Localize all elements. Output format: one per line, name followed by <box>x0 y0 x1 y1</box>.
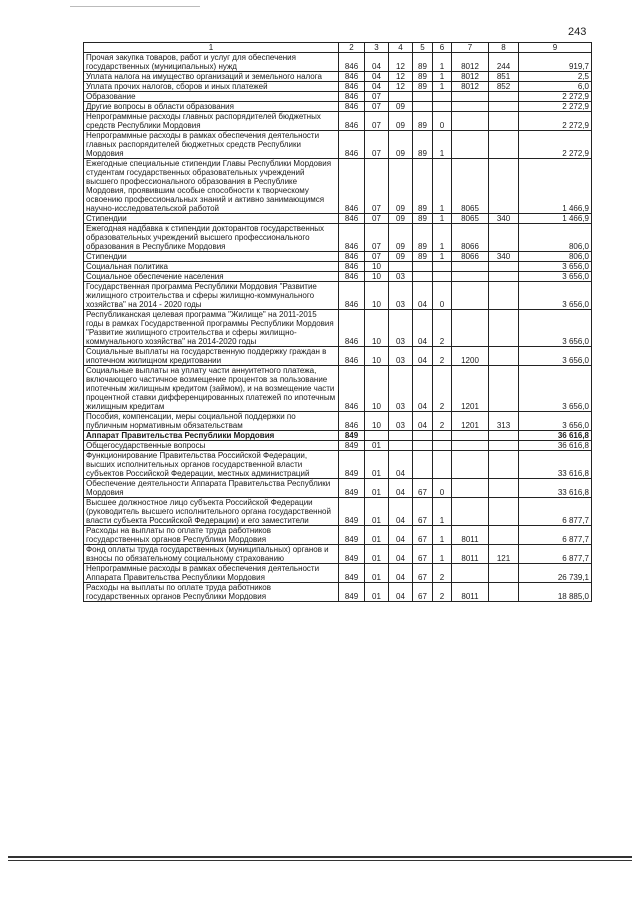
col-6: 1 <box>433 498 452 526</box>
row-amount: 6,0 <box>519 82 592 92</box>
col-2: 849 <box>339 451 365 479</box>
bottom-rule <box>8 860 632 861</box>
col-6: 1 <box>433 53 452 72</box>
col-6: 1 <box>433 526 452 545</box>
col-2: 846 <box>339 159 365 214</box>
col-5 <box>413 102 433 112</box>
col-5: 04 <box>413 412 433 431</box>
row-name: Расходы на выплаты по оплате труда работников государственных органов Республики Мордовия <box>84 583 339 602</box>
col-7: 8065 <box>452 159 489 214</box>
row-name: Республиканская целевая программа "Жилище" на 2011-2015 годы в рамках Государственной программы Республики Мордовия "Развитие жилищного строительства и сферы жилищно-коммунального хозяйства" на 2014-2020 годы <box>84 310 339 347</box>
col-5 <box>413 92 433 102</box>
col-2: 849 <box>339 545 365 564</box>
col-3: 04 <box>365 82 389 92</box>
row-name: Непрограммные расходы главных распорядителей бюджетных средств Республики Мордовия <box>84 112 339 131</box>
col-3: 10 <box>365 282 389 310</box>
row-name: Другие вопросы в области образования <box>84 102 339 112</box>
col-5: 67 <box>413 583 433 602</box>
col-7: 1200 <box>452 347 489 366</box>
col-7: 8012 <box>452 72 489 82</box>
header-row <box>84 43 592 53</box>
row-amount: 3 656,0 <box>519 347 592 366</box>
table-row <box>84 479 592 498</box>
table-row <box>84 224 592 252</box>
table-row <box>84 214 592 224</box>
col-2: 846 <box>339 347 365 366</box>
col-7: 8012 <box>452 82 489 92</box>
column-header: 8 <box>489 43 519 53</box>
col-5: 04 <box>413 347 433 366</box>
col-5: 04 <box>413 310 433 347</box>
col-6: 2 <box>433 583 452 602</box>
row-amount: 806,0 <box>519 224 592 252</box>
col-4: 12 <box>389 53 413 72</box>
col-6 <box>433 102 452 112</box>
col-7 <box>452 112 489 131</box>
col-7 <box>452 102 489 112</box>
col-8 <box>489 366 519 412</box>
table-row <box>84 441 592 451</box>
row-name: Обеспечение деятельности Аппарата Правительства Республики Мордовия <box>84 479 339 498</box>
col-3: 01 <box>365 479 389 498</box>
table-row <box>84 159 592 214</box>
row-name: Прочая закупка товаров, работ и услуг для обеспечения государственных (муниципальных) нужд <box>84 53 339 72</box>
table-row <box>84 262 592 272</box>
col-4: 09 <box>389 159 413 214</box>
col-3: 01 <box>365 451 389 479</box>
col-5: 67 <box>413 498 433 526</box>
column-header: 6 <box>433 43 452 53</box>
row-amount: 2,5 <box>519 72 592 82</box>
col-8 <box>489 224 519 252</box>
col-3: 10 <box>365 412 389 431</box>
col-8 <box>489 451 519 479</box>
row-name: Социальная политика <box>84 262 339 272</box>
col-8 <box>489 583 519 602</box>
col-4: 04 <box>389 498 413 526</box>
col-8 <box>489 159 519 214</box>
col-3: 04 <box>365 53 389 72</box>
col-2: 849 <box>339 583 365 602</box>
col-8 <box>489 102 519 112</box>
table-row <box>84 272 592 282</box>
col-4: 04 <box>389 526 413 545</box>
col-3: 07 <box>365 131 389 159</box>
row-amount: 33 616,8 <box>519 479 592 498</box>
row-name: Социальное обеспечение населения <box>84 272 339 282</box>
row-amount: 2 272,9 <box>519 102 592 112</box>
col-6 <box>433 272 452 282</box>
col-7 <box>452 310 489 347</box>
col-6: 0 <box>433 112 452 131</box>
col-7: 1201 <box>452 366 489 412</box>
col-6: 2 <box>433 347 452 366</box>
row-name: Государственная программа Республики Мордовия "Развитие жилищного строительства и сферы жилищно-коммунального хозяйства" на 2014 - 2020 годы <box>84 282 339 310</box>
table-row <box>84 564 592 583</box>
col-6: 1 <box>433 159 452 214</box>
row-amount: 6 877,7 <box>519 498 592 526</box>
col-8 <box>489 526 519 545</box>
col-5 <box>413 272 433 282</box>
col-4: 12 <box>389 72 413 82</box>
table-row <box>84 53 592 72</box>
col-4: 04 <box>389 545 413 564</box>
col-8 <box>489 431 519 441</box>
col-2: 849 <box>339 431 365 441</box>
table-row <box>84 92 592 102</box>
col-4: 09 <box>389 102 413 112</box>
row-name: Уплата налога на имущество организаций и земельного налога <box>84 72 339 82</box>
col-6: 0 <box>433 282 452 310</box>
col-6 <box>433 431 452 441</box>
col-5: 89 <box>413 82 433 92</box>
col-8 <box>489 441 519 451</box>
col-3: 10 <box>365 366 389 412</box>
col-5 <box>413 451 433 479</box>
col-7: 8011 <box>452 583 489 602</box>
column-header: 5 <box>413 43 433 53</box>
col-4: 03 <box>389 347 413 366</box>
bottom-rule <box>8 856 632 858</box>
col-4 <box>389 262 413 272</box>
col-7 <box>452 262 489 272</box>
col-7 <box>452 131 489 159</box>
col-4 <box>389 92 413 102</box>
column-header: 4 <box>389 43 413 53</box>
col-7 <box>452 564 489 583</box>
col-4: 03 <box>389 282 413 310</box>
col-6: 2 <box>433 564 452 583</box>
col-2: 846 <box>339 82 365 92</box>
column-header: 2 <box>339 43 365 53</box>
col-7: 8065 <box>452 214 489 224</box>
col-4: 09 <box>389 214 413 224</box>
table-row <box>84 82 592 92</box>
col-3: 01 <box>365 564 389 583</box>
col-5: 89 <box>413 159 433 214</box>
col-4: 04 <box>389 564 413 583</box>
col-2: 846 <box>339 272 365 282</box>
col-3: 01 <box>365 526 389 545</box>
col-8: 121 <box>489 545 519 564</box>
col-5: 67 <box>413 526 433 545</box>
col-3: 07 <box>365 224 389 252</box>
table-row <box>84 366 592 412</box>
col-8: 340 <box>489 252 519 262</box>
column-header: 3 <box>365 43 389 53</box>
row-amount: 6 877,7 <box>519 545 592 564</box>
col-4: 03 <box>389 366 413 412</box>
col-7 <box>452 92 489 102</box>
col-8 <box>489 112 519 131</box>
table-row <box>84 526 592 545</box>
col-3: 10 <box>365 272 389 282</box>
table-row <box>84 252 592 262</box>
col-2: 846 <box>339 252 365 262</box>
col-2: 849 <box>339 526 365 545</box>
col-8: 313 <box>489 412 519 431</box>
col-6: 1 <box>433 252 452 262</box>
col-8: 340 <box>489 214 519 224</box>
col-8 <box>489 498 519 526</box>
col-3: 01 <box>365 441 389 451</box>
col-6: 2 <box>433 310 452 347</box>
row-name: Уплата прочих налогов, сборов и иных платежей <box>84 82 339 92</box>
col-6: 0 <box>433 479 452 498</box>
col-6: 2 <box>433 412 452 431</box>
row-amount: 33 616,8 <box>519 451 592 479</box>
col-2: 846 <box>339 72 365 82</box>
col-3 <box>365 431 389 441</box>
col-8: 244 <box>489 53 519 72</box>
col-7 <box>452 479 489 498</box>
col-2: 846 <box>339 366 365 412</box>
budget-table <box>83 42 592 602</box>
col-5 <box>413 441 433 451</box>
row-amount: 36 616,8 <box>519 431 592 441</box>
col-4: 03 <box>389 310 413 347</box>
col-6: 2 <box>433 366 452 412</box>
col-4: 03 <box>389 272 413 282</box>
col-3: 07 <box>365 112 389 131</box>
row-amount: 6 877,7 <box>519 526 592 545</box>
col-3: 04 <box>365 72 389 82</box>
col-2: 846 <box>339 53 365 72</box>
table-row <box>84 545 592 564</box>
col-5: 89 <box>413 72 433 82</box>
col-6: 1 <box>433 72 452 82</box>
row-amount: 2 272,9 <box>519 92 592 102</box>
row-amount: 3 656,0 <box>519 412 592 431</box>
col-5: 89 <box>413 112 433 131</box>
col-5: 89 <box>413 252 433 262</box>
table-row <box>84 131 592 159</box>
col-2: 846 <box>339 224 365 252</box>
col-6: 1 <box>433 131 452 159</box>
col-4: 09 <box>389 224 413 252</box>
row-amount: 919,7 <box>519 53 592 72</box>
col-5 <box>413 431 433 441</box>
col-6: 1 <box>433 214 452 224</box>
col-8 <box>489 92 519 102</box>
col-2: 846 <box>339 310 365 347</box>
col-4 <box>389 431 413 441</box>
col-7 <box>452 451 489 479</box>
row-amount: 18 885,0 <box>519 583 592 602</box>
col-7: 8066 <box>452 252 489 262</box>
col-5: 89 <box>413 224 433 252</box>
col-8: 852 <box>489 82 519 92</box>
row-name: Пособия, компенсации, меры социальной поддержки по публичным нормативным обязательствам <box>84 412 339 431</box>
col-4: 03 <box>389 412 413 431</box>
col-5: 89 <box>413 131 433 159</box>
col-4: 04 <box>389 583 413 602</box>
table-row <box>84 498 592 526</box>
col-2: 846 <box>339 112 365 131</box>
col-3: 07 <box>365 252 389 262</box>
column-header: 1 <box>84 43 339 53</box>
col-8 <box>489 347 519 366</box>
col-7 <box>452 282 489 310</box>
row-amount: 3 656,0 <box>519 310 592 347</box>
row-name: Стипендии <box>84 214 339 224</box>
row-amount: 1 466,9 <box>519 159 592 214</box>
row-name: Социальные выплаты на государственную поддержку граждан в ипотечном жилищном кредитовании <box>84 347 339 366</box>
row-amount: 2 272,9 <box>519 131 592 159</box>
col-5: 67 <box>413 479 433 498</box>
col-3: 07 <box>365 102 389 112</box>
col-2: 849 <box>339 498 365 526</box>
col-7: 8066 <box>452 224 489 252</box>
row-amount: 26 739,1 <box>519 564 592 583</box>
col-7: 8012 <box>452 53 489 72</box>
col-4: 04 <box>389 451 413 479</box>
col-3: 10 <box>365 262 389 272</box>
col-2: 846 <box>339 131 365 159</box>
col-7 <box>452 431 489 441</box>
row-name: Непрограммные расходы в рамках обеспечения деятельности Аппарата Правительства Республики Мордовия <box>84 564 339 583</box>
col-7: 8011 <box>452 545 489 564</box>
col-4: 04 <box>389 479 413 498</box>
row-name: Ежегодные специальные стипендии Главы Республики Мордовия студентам государственных образовательных учреждений высшего профессионального образования в Республике Мордовия, проявившим особые способности к творческому освоению профессиональных знаний и активно занимающимся научно-исследовательской работой <box>84 159 339 214</box>
row-name: Общегосударственные вопросы <box>84 441 339 451</box>
row-name: Аппарат Правительства Республики Мордовия <box>84 431 339 441</box>
table-row <box>84 347 592 366</box>
column-header: 9 <box>519 43 592 53</box>
row-name: Фонд оплаты труда государственных (муниципальных) органов и взносы по обязательному социальному страхованию <box>84 545 339 564</box>
col-8 <box>489 262 519 272</box>
col-8 <box>489 282 519 310</box>
col-2: 849 <box>339 564 365 583</box>
col-4: 09 <box>389 131 413 159</box>
col-5: 89 <box>413 53 433 72</box>
row-amount: 3 656,0 <box>519 366 592 412</box>
col-6 <box>433 451 452 479</box>
row-amount: 2 272,9 <box>519 112 592 131</box>
col-6: 1 <box>433 82 452 92</box>
col-3: 07 <box>365 214 389 224</box>
col-6 <box>433 441 452 451</box>
col-2: 849 <box>339 479 365 498</box>
col-4: 12 <box>389 82 413 92</box>
col-4: 09 <box>389 112 413 131</box>
table-row <box>84 310 592 347</box>
table-row <box>84 412 592 431</box>
col-8 <box>489 564 519 583</box>
table-row <box>84 282 592 310</box>
col-8 <box>489 131 519 159</box>
col-6 <box>433 92 452 102</box>
col-3: 01 <box>365 498 389 526</box>
row-amount: 1 466,9 <box>519 214 592 224</box>
row-amount: 3 656,0 <box>519 272 592 282</box>
row-name: Расходы на выплаты по оплате труда работников государственных органов Республики Мордовия <box>84 526 339 545</box>
col-5: 04 <box>413 366 433 412</box>
col-7 <box>452 441 489 451</box>
col-5 <box>413 262 433 272</box>
col-2: 846 <box>339 92 365 102</box>
row-amount: 3 656,0 <box>519 262 592 272</box>
row-name: Непрограммные расходы в рамках обеспечения деятельности главных распорядителей бюджетных средств Республики Мордовия <box>84 131 339 159</box>
table-row <box>84 583 592 602</box>
row-amount: 36 616,8 <box>519 441 592 451</box>
column-header: 7 <box>452 43 489 53</box>
col-3: 01 <box>365 545 389 564</box>
col-2: 846 <box>339 214 365 224</box>
col-4 <box>389 441 413 451</box>
col-8 <box>489 310 519 347</box>
table-row <box>84 451 592 479</box>
col-5: 67 <box>413 545 433 564</box>
scan-mark <box>70 6 200 7</box>
row-name: Образование <box>84 92 339 102</box>
col-3: 07 <box>365 92 389 102</box>
table-row <box>84 72 592 82</box>
table-row <box>84 112 592 131</box>
col-5: 67 <box>413 564 433 583</box>
row-amount: 806,0 <box>519 252 592 262</box>
row-amount: 3 656,0 <box>519 282 592 310</box>
col-7 <box>452 498 489 526</box>
col-8: 851 <box>489 72 519 82</box>
col-5: 04 <box>413 282 433 310</box>
col-3: 07 <box>365 159 389 214</box>
col-2: 846 <box>339 282 365 310</box>
page-number: 243 <box>568 26 587 38</box>
col-3: 10 <box>365 347 389 366</box>
row-name: Высшее должностное лицо субъекта Российской Федерации (руководитель высшего исполнительного органа государственной власти субъекта Российской Федерации) и его заместители <box>84 498 339 526</box>
col-3: 01 <box>365 583 389 602</box>
col-7: 1201 <box>452 412 489 431</box>
row-name: Функционирование Правительства Российской Федерации, высших исполнительных органов государственной власти субъектов Российской Федерации, местных администраций <box>84 451 339 479</box>
col-7: 8011 <box>452 526 489 545</box>
col-8 <box>489 479 519 498</box>
table-row <box>84 431 592 441</box>
col-2: 846 <box>339 412 365 431</box>
col-7 <box>452 272 489 282</box>
col-2: 846 <box>339 102 365 112</box>
row-name: Стипендии <box>84 252 339 262</box>
col-3: 10 <box>365 310 389 347</box>
row-name: Ежегодная надбавка к стипендии докторантов государственных образовательных учреждений высшего профессионального образования в Республике Мордовия <box>84 224 339 252</box>
col-4: 09 <box>389 252 413 262</box>
col-2: 846 <box>339 262 365 272</box>
table-row <box>84 102 592 112</box>
col-6: 1 <box>433 545 452 564</box>
col-6 <box>433 262 452 272</box>
col-6: 1 <box>433 224 452 252</box>
col-8 <box>489 272 519 282</box>
col-2: 849 <box>339 441 365 451</box>
row-name: Социальные выплаты на уплату части аннуитетного платежа, включающего частичное возмещение процентов за пользование ипотечным жилищным кредитом (займом), и на возмещение части процентной ставки дифференцированных платежей по ипотечным жилищным кредитам <box>84 366 339 412</box>
col-5: 89 <box>413 214 433 224</box>
